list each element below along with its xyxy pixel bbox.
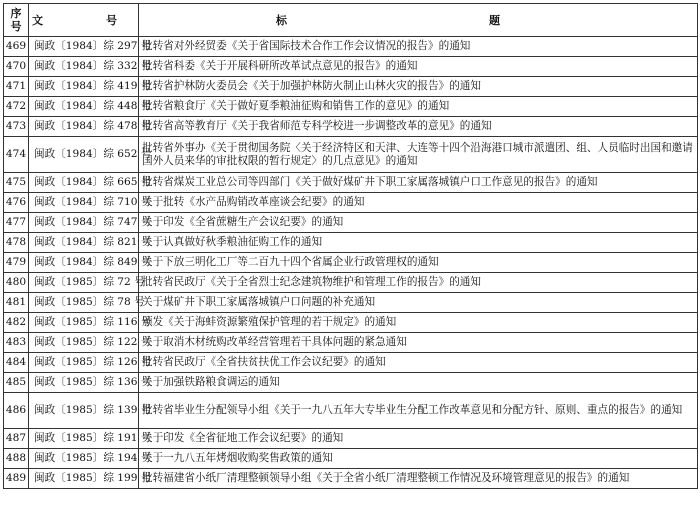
table-row [4,137,698,173]
table-row [4,469,698,489]
row-serial-number: 473 [4,117,29,137]
row-title: 批转省对外经贸委《关于省国际技术合作工作会议情况的报告》的通知 [139,37,698,57]
row-document-number: 闽政〔1984〕综 478 号 [29,117,139,137]
row-title: 批转省护林防火委员会《关于加强护林防火制止山林火灾的报告》的通知 [139,77,698,97]
row-serial-number: 489 [4,469,29,489]
table-row [4,393,698,429]
row-serial-number: 485 [4,373,29,393]
row-document-number: 闽政〔1984〕综 849 号 [29,253,139,273]
header-serial-number: 序 号 [4,4,29,37]
row-serial-number: 471 [4,77,29,97]
row-serial-number: 474 [4,137,29,173]
table-row [4,37,698,57]
row-title: 关于印发《全省征地工作会议纪要》的通知 [139,429,698,449]
row-document-number: 闽政〔1984〕综 419 号 [29,77,139,97]
row-document-number: 闽政〔1985〕综 136 号 [29,373,139,393]
row-serial-number: 475 [4,173,29,193]
row-document-number: 闽政〔1984〕综 710 号 [29,193,139,213]
table-row [4,57,698,77]
table-row [4,293,698,313]
table-row [4,77,698,97]
table-row [4,253,698,273]
row-document-number: 闽政〔1984〕综 297 号 [29,37,139,57]
row-serial-number: 480 [4,273,29,293]
table-row [4,353,698,373]
row-title: 批转省民政厅《全省扶贫扶优工作会议纪要》的通知 [139,353,698,373]
row-title: 关于煤矿井下职工家属落城镇户口问题的补充通知 [139,293,698,313]
row-serial-number: 481 [4,293,29,313]
header-document-number: 文 号 [29,4,139,37]
row-title: 关于印发《全省蔗糖生产会议纪要》的通知 [139,213,698,233]
row-title: 批转省毕业生分配领导小组《关于一九八五年大专毕业生分配工作改革意见和分配方针、原则、重点的报告》的通知 [139,393,698,429]
row-title: 批转省煤炭工业总公司等四部门《关于做好煤矿井下职工家属落城镇户口工作意见的报告》的通知 [139,173,698,193]
table-row [4,333,698,353]
row-title: 批转省科委《关于开展科研所改革试点意见的报告》的通知 [139,57,698,77]
row-title: 批转省民政厅《关于全省烈士纪念建筑物维护和管理工作的报告》的通知 [139,273,698,293]
row-serial-number: 470 [4,57,29,77]
row-document-number: 闽政〔1985〕综 194 号 [29,449,139,469]
document-table [3,3,698,489]
row-title: 批转福建省小纸厂清理整顿领导小组《关于全省小纸厂清理整顿工作情况及环境管理意见的报告》的通知 [139,469,698,489]
row-title: 关于认真做好秋季粮油征购工作的通知 [139,233,698,253]
row-serial-number: 482 [4,313,29,333]
table-row [4,449,698,469]
row-serial-number: 476 [4,193,29,213]
row-title: 关于批转《水产品购销改革座谈会纪要》的通知 [139,193,698,213]
table-row [4,373,698,393]
row-serial-number: 478 [4,233,29,253]
row-title: 批转省粮食厅《关于做好夏季粮油征购和销售工作的意见》的通知 [139,97,698,117]
table-row [4,313,698,333]
row-title: 批转省外事办《关于贯彻国务院〈关于经济特区和天津、大连等十四个沿海港口城市派遣团、组、人员临时出国和邀请国外人员来华的审批权限的暂行规定〉的几点意见》的通知 [139,137,698,173]
row-document-number: 闽政〔1985〕综 199 号 [29,469,139,489]
row-serial-number: 469 [4,37,29,57]
row-title: 关于一九八五年烤烟收购奖售政策的通知 [139,449,698,469]
table-body [4,37,698,489]
row-serial-number: 479 [4,253,29,273]
table-row [4,97,698,117]
row-title: 关于取消木材统购改革经营管理若干具体问题的紧急通知 [139,333,698,353]
header-title: 标 题 [139,4,698,37]
row-document-number: 闽政〔1985〕综 191 号 [29,429,139,449]
table-row [4,429,698,449]
table-row [4,193,698,213]
table-row [4,117,698,137]
row-document-number: 闽政〔1985〕综 72 号 [29,273,139,293]
row-document-number: 闽政〔1985〕综 78 号 [29,293,139,313]
row-serial-number: 483 [4,333,29,353]
row-title: 关于下放三明化工厂等二百九十四个省属企业行政管理权的通知 [139,253,698,273]
table-header-row [4,4,698,37]
row-serial-number: 472 [4,97,29,117]
row-document-number: 闽政〔1985〕综 116 号 [29,313,139,333]
row-document-number: 闽政〔1985〕综 139 号 [29,393,139,429]
row-document-number: 闽政〔1984〕综 652 号 [29,137,139,173]
row-serial-number: 486 [4,393,29,429]
row-serial-number: 477 [4,213,29,233]
row-document-number: 闽政〔1984〕综 332 号 [29,57,139,77]
row-document-number: 闽政〔1984〕综 747 号 [29,213,139,233]
row-serial-number: 487 [4,429,29,449]
row-title: 批转省高等教育厅《关于我省师范专科学校进一步调整改革的意见》的通知 [139,117,698,137]
row-title: 关于加强铁路粮食调运的通知 [139,373,698,393]
row-document-number: 闽政〔1984〕综 448 号 [29,97,139,117]
row-document-number: 闽政〔1985〕综 122 号 [29,333,139,353]
table-row [4,173,698,193]
row-document-number: 闽政〔1985〕综 126 号 [29,353,139,373]
row-serial-number: 484 [4,353,29,373]
row-document-number: 闽政〔1984〕综 665 号 [29,173,139,193]
table-row [4,233,698,253]
row-document-number: 闽政〔1984〕综 821 号 [29,233,139,253]
row-serial-number: 488 [4,449,29,469]
table-row [4,213,698,233]
row-title: 颁发《关于海蚌资源繁殖保护管理的若干规定》的通知 [139,313,698,333]
table-row [4,273,698,293]
